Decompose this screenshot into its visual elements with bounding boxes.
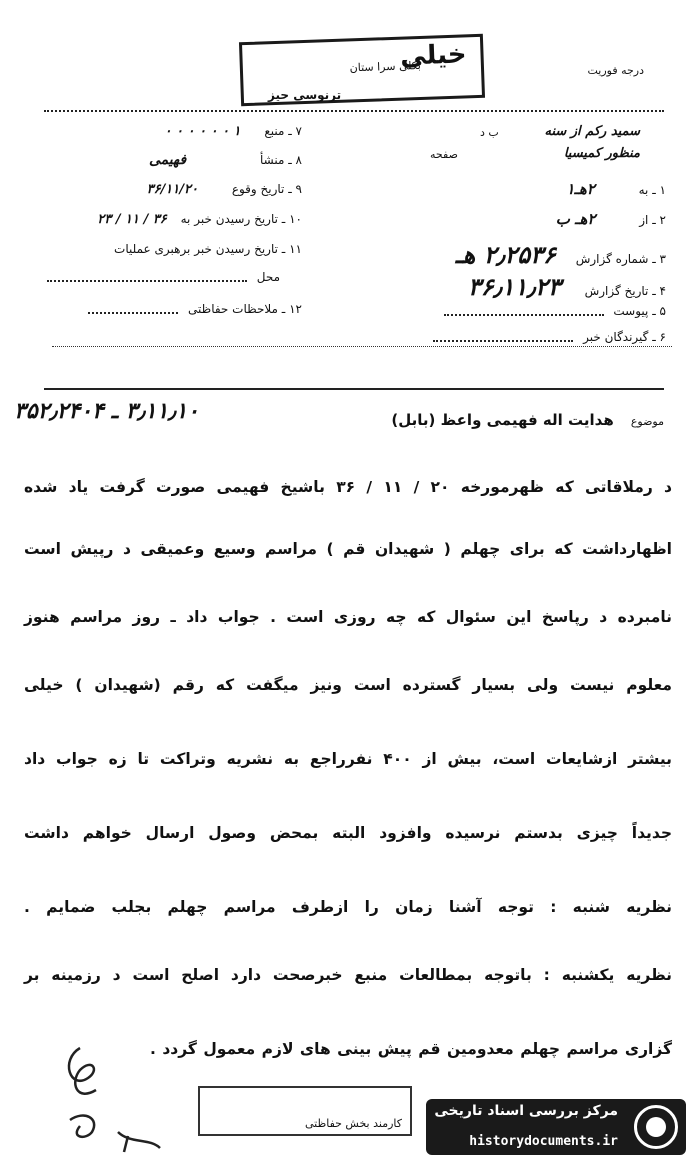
field-dots <box>47 274 247 282</box>
field-report-date <box>468 272 666 301</box>
field-place <box>47 270 280 284</box>
field-label: ۷ ـ منبع <box>264 124 302 138</box>
field-label: ۶ ـ گیرندگان خبر <box>583 330 666 344</box>
header-divider <box>44 110 664 112</box>
stamp-classification-text: خیلی <box>399 39 468 72</box>
field-dots <box>444 308 604 316</box>
field-received-ops <box>114 242 302 256</box>
subject-text: هدایت اله فهیمی واعظ (بابل) <box>391 411 614 429</box>
body-line: د رملاقاتی که ظهرمورخه ۲۰ / ۱۱ / ۳۶ باشیخ فهیمی صورت گرفت یاد شده <box>24 478 672 496</box>
priority-label: درجه فوریت <box>587 64 644 77</box>
field-label: ۱ ـ به <box>638 183 666 197</box>
body-line: نامبرده د رپاسخ این سئوال که چه روزی است . جواب داد ـ روز مراسم هنوز <box>24 608 672 626</box>
dotted-rule <box>52 346 672 347</box>
watermark-url: historydocuments.ir <box>469 1134 618 1149</box>
source-line-1: سمید رکم از سنه <box>544 124 640 139</box>
field-label: ۲ ـ از <box>639 213 666 227</box>
field-received-date <box>97 212 302 227</box>
archive-watermark <box>426 1099 686 1155</box>
field-label: ۸ ـ منشأ <box>259 153 302 167</box>
field-to <box>566 180 666 198</box>
signature-scribble <box>40 1040 190 1155</box>
field-report-number <box>456 240 666 269</box>
source-number: ب د <box>480 126 499 139</box>
source-line-2: منظور کمیسیا <box>563 146 640 161</box>
subject-divider <box>44 388 664 390</box>
body-line: نظریه شنبه : توجه آشنا زمان را ازطرف مراسم چهلم بجلب ضمایم . <box>24 898 672 916</box>
field-label: ۴ ـ تاریخ گزارش <box>584 284 666 298</box>
field-from <box>556 210 666 228</box>
field-value: ۳۶ / ۱۱ / ۲۳ <box>97 212 167 227</box>
field-value: ۳۶٫۱۱٫۲۳ <box>467 272 561 301</box>
field-label: ۱۱ ـ تاریخ رسیدن خبر برهبری عملیات <box>114 242 302 256</box>
stamp-under-text: ترنوسی حیز <box>268 88 342 102</box>
body-line: جدیداً چیزی بدستم نرسیده وافزود البته بمحض وصول ارسال خواهم داشت <box>24 824 672 842</box>
body-line: گزاری مراسم چهلم معدومین قم پیش بینی های لازم معمول گردد . <box>150 1040 672 1058</box>
body-line: معلوم نیست ولی بسیار گسترده است ونیز میگفت که رقم (شهیدان ) خیلی <box>24 676 672 694</box>
field-dots <box>88 306 178 314</box>
field-security-notes <box>88 302 302 316</box>
field-label: محل <box>256 270 280 284</box>
watermark-title: مرکز بررسی اسناد تاریخی <box>434 1103 618 1119</box>
field-dots <box>433 334 573 342</box>
body-line: اظهارداشت که برای چهلم ( شهیدان قم ) مراسم وسیع وعمیقی د رپیش است <box>24 540 672 558</box>
field-label: ۱۰ ـ تاریخ رسیدن خبر به <box>180 212 302 226</box>
signbox-label: کارمند بخش حفاظتی <box>304 1117 402 1130</box>
field-label: ۵ ـ پیوست <box>613 304 666 318</box>
field-value: فهیمی <box>149 152 187 168</box>
field-occurrence-date <box>147 182 302 197</box>
subject-row <box>391 410 664 429</box>
subject-handwritten-number: ۳٫۱۱٫۱۰ ـ ۳۵۲٫۲۴۰۴ <box>14 398 199 424</box>
field-label: ۳ ـ شماره گزارش <box>575 252 666 266</box>
field-value: ۲هـ۱ <box>566 180 595 198</box>
field-recipients <box>433 330 666 344</box>
field-origin <box>149 152 302 168</box>
body-line: نظریه یکشنبه : باتوجه بمطالعات منبع خبرصحت دارد اصلح است د رزمینه بر <box>24 966 672 984</box>
field-label: ۱۲ ـ ملاحظات حفاظتی <box>188 302 302 316</box>
field-value: ۲٫۲۵۳۶ هـ <box>455 240 556 269</box>
stamp-subtext: بکلی سرا ستان <box>349 58 422 75</box>
archive-logo-icon <box>634 1105 678 1149</box>
sheet-label: صفحه <box>430 148 458 161</box>
signature-box <box>198 1086 412 1136</box>
field-source <box>164 124 302 139</box>
field-value: ۳۶/۱۱/۲۰ <box>146 182 198 197</box>
subject-label: موضوع <box>630 415 664 428</box>
field-label: ۹ ـ تاریخ وقوع <box>231 182 302 196</box>
field-value: ۱ ۰ ۰ ۰ ۰ ۰ ۰ <box>164 124 241 139</box>
field-value: ۲هـ ب <box>555 210 596 228</box>
body-line: بیشتر ازشایعات است، بیش از ۴۰۰ نفرراجع به نشریه وتراکت تا زه جواب داد <box>24 750 672 768</box>
field-attachment <box>444 304 666 318</box>
